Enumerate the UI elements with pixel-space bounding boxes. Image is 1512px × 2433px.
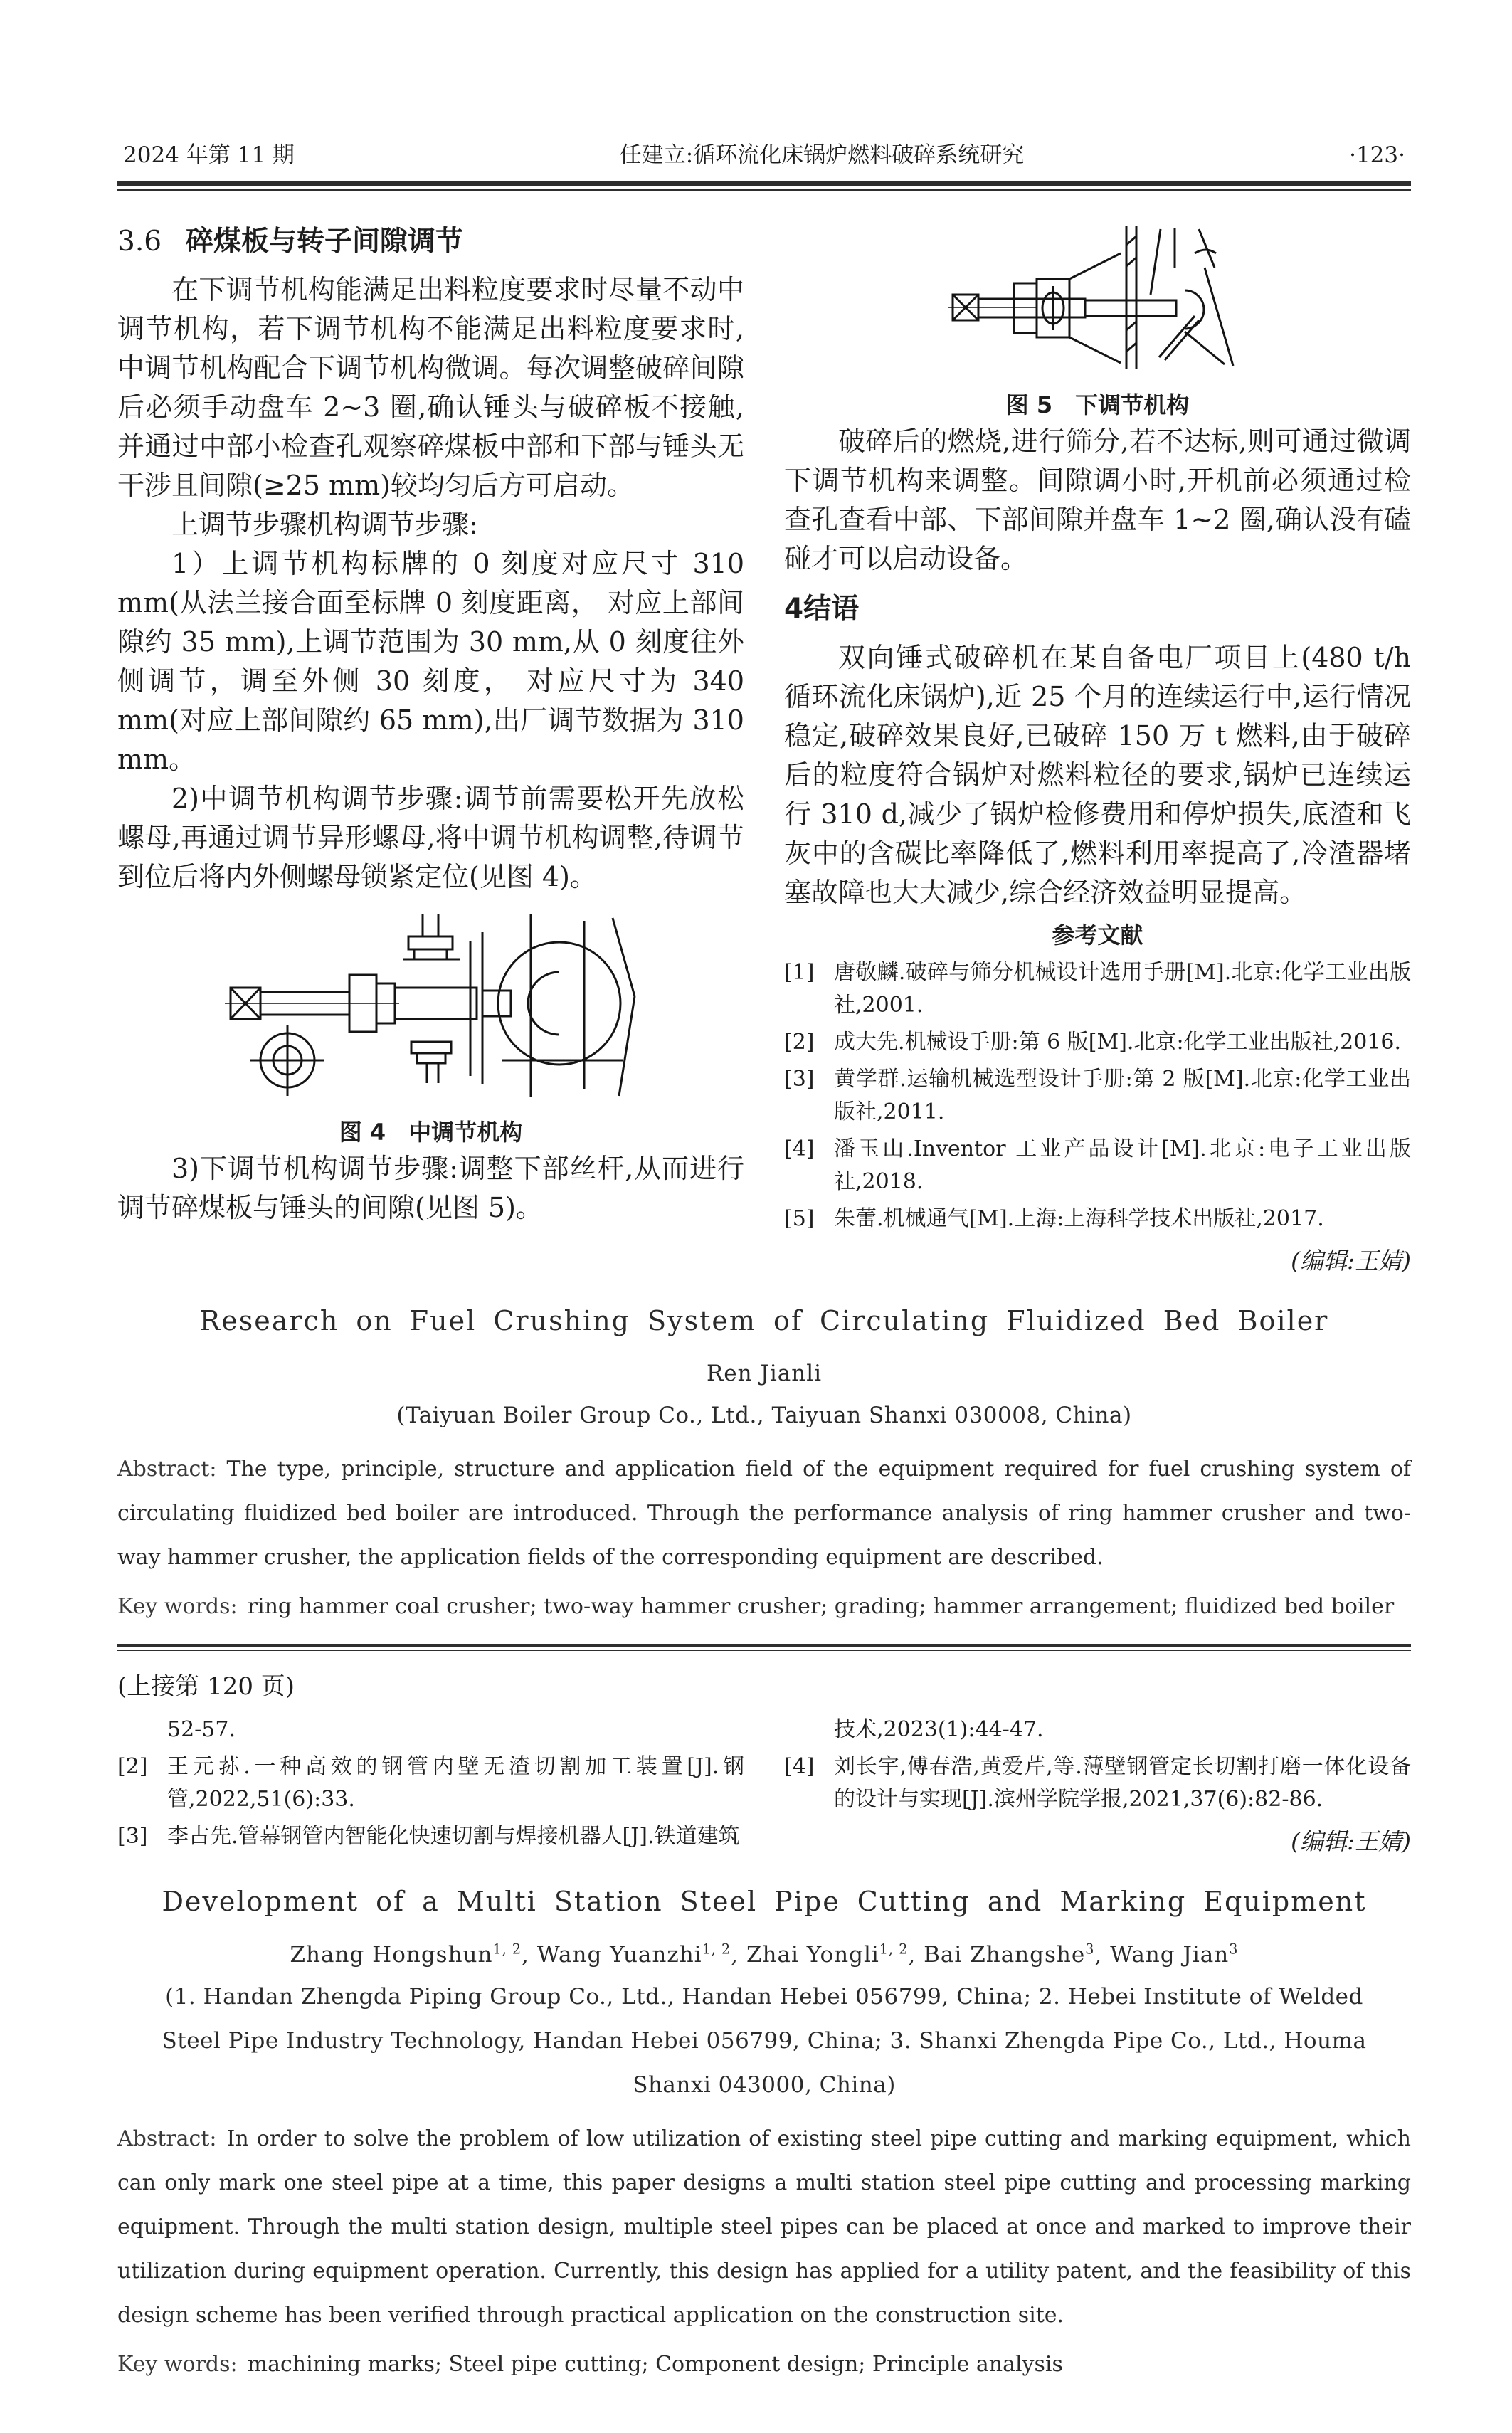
- body-paragraph: 1）上调节机构标牌的 0 刻度对应尺寸 310 mm(从法兰接合面至标牌 0 刻度距离， 对应上部间隙约 35 mm),上调节范围为 30 mm,从 0 刻度往外侧调节，调至外侧 30 刻度， 对应尺寸为 340 mm(对应上部间隙约 65 mm),出厂调节数据为 310 mm。: [117, 548, 744, 775]
- paper2-affiliation-line2: Steel Pipe Industry Technology, Handan Hebei 056799, China; 3. Shanxi Zhengda Pipe Co., Ltd., Houma: [162, 2028, 1367, 2054]
- body-paragraph: 上调节步骤机构调节步骤:: [171, 509, 478, 540]
- paper2-authors: Zhang Hongshun$^{1, 2}$, Wang Yuanzhi$^{1, 2}$, Zhai Yongli$^{1, 2}$, Bai Zhangshe$^3$, Wang Jian$^3$: [290, 1941, 1239, 1968]
- continuation-columns: [117, 1714, 1411, 1857]
- reference-item: [117, 1714, 744, 1746]
- reference-text: 黄学群.运输机械选型设计手册:第 2 版[M].北京:化学工业出版社,2011.: [834, 1067, 1411, 1124]
- reference-label: [3]: [117, 1824, 148, 1849]
- reference-label: [5]: [784, 1206, 815, 1231]
- reference-item: [117, 1751, 744, 1816]
- continuation-section: [117, 1669, 1411, 1857]
- paper2-affiliation-line3: Shanxi 043000, China): [633, 2072, 896, 2099]
- paper1-affiliation: (Taiyuan Boiler Group Co., Ltd., Taiyuan Shanxi 030008, China): [396, 1403, 1132, 1428]
- header-rule: [117, 181, 1411, 191]
- reference-text: 刘长宇,傅春浩,黄爱芹,等.薄壁钢管定长切割打磨一体化设备的设计与实现[J].滨州学院学报,2021,37(6):82-86.: [834, 1754, 1411, 1812]
- paper1-author: Ren Jianli: [706, 1361, 823, 1386]
- section-number: 3.6: [117, 226, 162, 258]
- author-affiliation-superscript: 1, 2: [879, 1941, 909, 1958]
- reference-item: [784, 1133, 1411, 1198]
- running-title: 任建立:循环流化床锅炉燃料破碎系统研究: [619, 142, 1025, 168]
- author-affiliation-superscript: 1, 2: [492, 1941, 522, 1958]
- keywords-label: Key words:: [117, 1594, 238, 1619]
- paper1-keywords: [117, 1588, 1411, 1625]
- reference-text: 潘玉山.Inventor 工业产品设计[M].北京:电子工业出版社,2018.: [834, 1136, 1411, 1194]
- section-title: 碎煤板与转子间隙调节: [186, 226, 464, 258]
- figure-5-drawing: [948, 223, 1247, 371]
- reference-item: [784, 1063, 1411, 1129]
- continuation-left-list: [117, 1714, 744, 1853]
- reference-item: [784, 1026, 1411, 1059]
- paper2-affiliation-line1: (1. Handan Zhengda Piping Group Co., Ltd., Handan Hebei 056799, China; 2. Hebei Institute of Welded: [165, 1984, 1363, 2010]
- figure-5-caption: 图 5 下调节机构: [1005, 391, 1190, 418]
- section-number: 4: [784, 593, 804, 625]
- reference-item: [784, 1203, 1411, 1235]
- paper2-keywords: [117, 2346, 1411, 2383]
- section-3-6-heading: [117, 223, 744, 260]
- editor-note: (编辑:王婧): [1291, 1827, 1411, 1855]
- continuation-right-list: [784, 1714, 1411, 1816]
- continuation-note: (上接第 120 页): [117, 1672, 295, 1701]
- author-affiliation-superscript: 1, 2: [702, 1941, 731, 1958]
- paper1-abstract: [117, 1447, 1411, 1580]
- paper2-english-block: [117, 1883, 1411, 2383]
- body-paragraph: 双向锤式破碎机在某自备电厂项目上(480 t/h 循环流化床锅炉),近 25 个月的连续运行中,运行情况稳定,破碎效果良好,已破碎 150 万 t 燃料,由于破碎后的粒度符合锅炉对燃料粒径的要求,锅炉已连续运行 310 d,减少了锅炉检修费用和停炉损失,底渣和飞灰中的含碳比率降低了,燃料利用率提高了,冷渣器堵塞故障也大大减少,综合经济效益明显提高。: [784, 642, 1411, 908]
- page-header: [117, 137, 1411, 169]
- reference-text: 朱蕾.机械通气[M].上海:上海科学技术出版社,2017.: [834, 1206, 1324, 1231]
- figure-4: [117, 912, 744, 1146]
- author-name: Wang Jian$^3$: [1110, 1941, 1239, 1968]
- abstract-text: In order to solve the problem of low utilization of existing steel pipe cutting and marking equipment, which can only mark one steel pipe at a time, this paper designs a multi station steel pipe cutting and processing marking equipment. Through the multi station design, multiple steel pipes can be placed at once and marked to improve their utilization during equipment operation. Currently, this design has applied for a utility patent, and the feasibility of this design scheme has been verified through practical application on the construction site.: [117, 2126, 1411, 2328]
- keywords-text: machining marks; Steel pipe cutting; Component design; Principle analysis: [247, 2352, 1063, 2377]
- author-name: Bai Zhangshe$^3$: [924, 1941, 1095, 1968]
- reference-item: [784, 1751, 1411, 1816]
- editor-note: (编辑:王婧): [1291, 1247, 1411, 1274]
- section-title: 结语: [803, 593, 860, 625]
- references-list: [784, 956, 1411, 1235]
- section-divider-rule: [117, 1644, 1411, 1651]
- reference-text: 唐敬麟.破碎与筛分机械设计选用手册[M].北京:化学工业出版社,2001.: [834, 960, 1411, 1018]
- reference-label: [1]: [784, 960, 815, 985]
- section-4-heading: [784, 590, 1411, 628]
- reference-label: [2]: [784, 1030, 815, 1055]
- journal-issue: 2024 年第 11 期: [123, 142, 295, 168]
- body-columns: [117, 223, 1411, 1277]
- paper1-english-block: [117, 1302, 1411, 1625]
- reference-item: [784, 956, 1411, 1022]
- abstract-label: Abstract:: [117, 2126, 217, 2152]
- paper2-abstract: [117, 2117, 1411, 2338]
- right-column: [784, 223, 1411, 1277]
- left-column: [117, 223, 744, 1277]
- continuation-left-column: [117, 1714, 744, 1857]
- reference-text: 技术,2023(1):44-47.: [834, 1717, 1044, 1742]
- keywords-text: ring hammer coal crusher; two-way hammer crusher; grading; hammer arrangement; fluidized bed boiler: [247, 1594, 1395, 1619]
- reference-label: [784, 1714, 834, 1746]
- body-paragraph: 在下调节机构能满足出料粒度要求时尽量不动中调节机构，若下调节机构不能满足出料粒度要求时,中调节机构配合下调节机构微调。每次调整破碎间隙后必须手动盘车 2~3 圈,确认锤头与破碎板不接触,并通过中部小检查孔观察碎煤板中部和下部与锤头无干涉且间隙(≥25 mm)较均匀后方可启动。: [117, 274, 744, 501]
- keywords-label: Key words:: [117, 2352, 238, 2377]
- reference-item: [117, 1820, 744, 1853]
- paper1-title: Research on Fuel Crushing System of Circulating Fluidized Bed Boiler: [199, 1305, 1329, 1336]
- body-paragraph: 2)中调节机构调节步骤:调节前需要松开先放松螺母,再通过调节异形螺母,将中调节机构调整,待调节到位后将内外侧螺母锁紧定位(见图 4)。: [117, 783, 744, 892]
- body-paragraph: 3)下调节机构调节步骤:调整下部丝杆,从而进行调节碎煤板与锤头的间隙(见图 5)。: [117, 1153, 744, 1223]
- paper2-title: Development of a Multi Station Steel Pipe Cutting and Marking Equipment: [162, 1886, 1367, 1917]
- reference-text: 52-57.: [167, 1717, 236, 1742]
- author-affiliation-superscript: 3: [1085, 1941, 1095, 1958]
- abstract-label: Abstract:: [117, 1457, 217, 1482]
- reference-label: [117, 1714, 167, 1746]
- author-name: Zhang Hongshun$^{1, 2}$: [290, 1941, 522, 1968]
- reference-label: [4]: [784, 1754, 815, 1779]
- continuation-right-column: [784, 1714, 1411, 1857]
- reference-text: 成大先.机械设手册:第 6 版[M].北京:化学工业出版社,2016.: [834, 1030, 1401, 1055]
- reference-label: [2]: [117, 1754, 148, 1779]
- reference-text: 李占先.管幕钢管内智能化快速切割与焊接机器人[J].铁道建筑: [167, 1824, 740, 1849]
- figure-4-caption: 图 4 中调节机构: [339, 1119, 523, 1146]
- author-name: Zhai Yongli$^{1, 2}$: [746, 1941, 909, 1968]
- figure-5: [784, 223, 1411, 419]
- reference-label: [3]: [784, 1067, 815, 1092]
- references-heading: 参考文献: [1052, 922, 1143, 949]
- author-name: Wang Yuanzhi$^{1, 2}$: [536, 1941, 731, 1968]
- reference-text: 王元荪.一种高效的钢管内壁无渣切割加工装置[J].钢管,2022,51(6):33.: [167, 1754, 744, 1812]
- abstract-text: The type, principle, structure and application field of the equipment required for fuel crushing system of circulating fluidized bed boiler are introduced. Through the performance analysis of ring hammer crusher and two-way hammer crusher, the application fields of the corresponding equipment are described.: [117, 1457, 1411, 1570]
- body-paragraph: 破碎后的燃烧,进行筛分,若不达标,则可通过微调下调节机构来调整。间隙调小时,开机前必须通过检查孔查看中部、下部间隙并盘车 1~2 圈,确认没有磕碰才可以启动设备。: [784, 426, 1411, 574]
- reference-item: [784, 1714, 1411, 1746]
- figure-4-drawing: [225, 912, 638, 1099]
- reference-label: [4]: [784, 1136, 815, 1161]
- author-affiliation-superscript: 3: [1229, 1941, 1239, 1958]
- page-number: ·123·: [1349, 142, 1405, 168]
